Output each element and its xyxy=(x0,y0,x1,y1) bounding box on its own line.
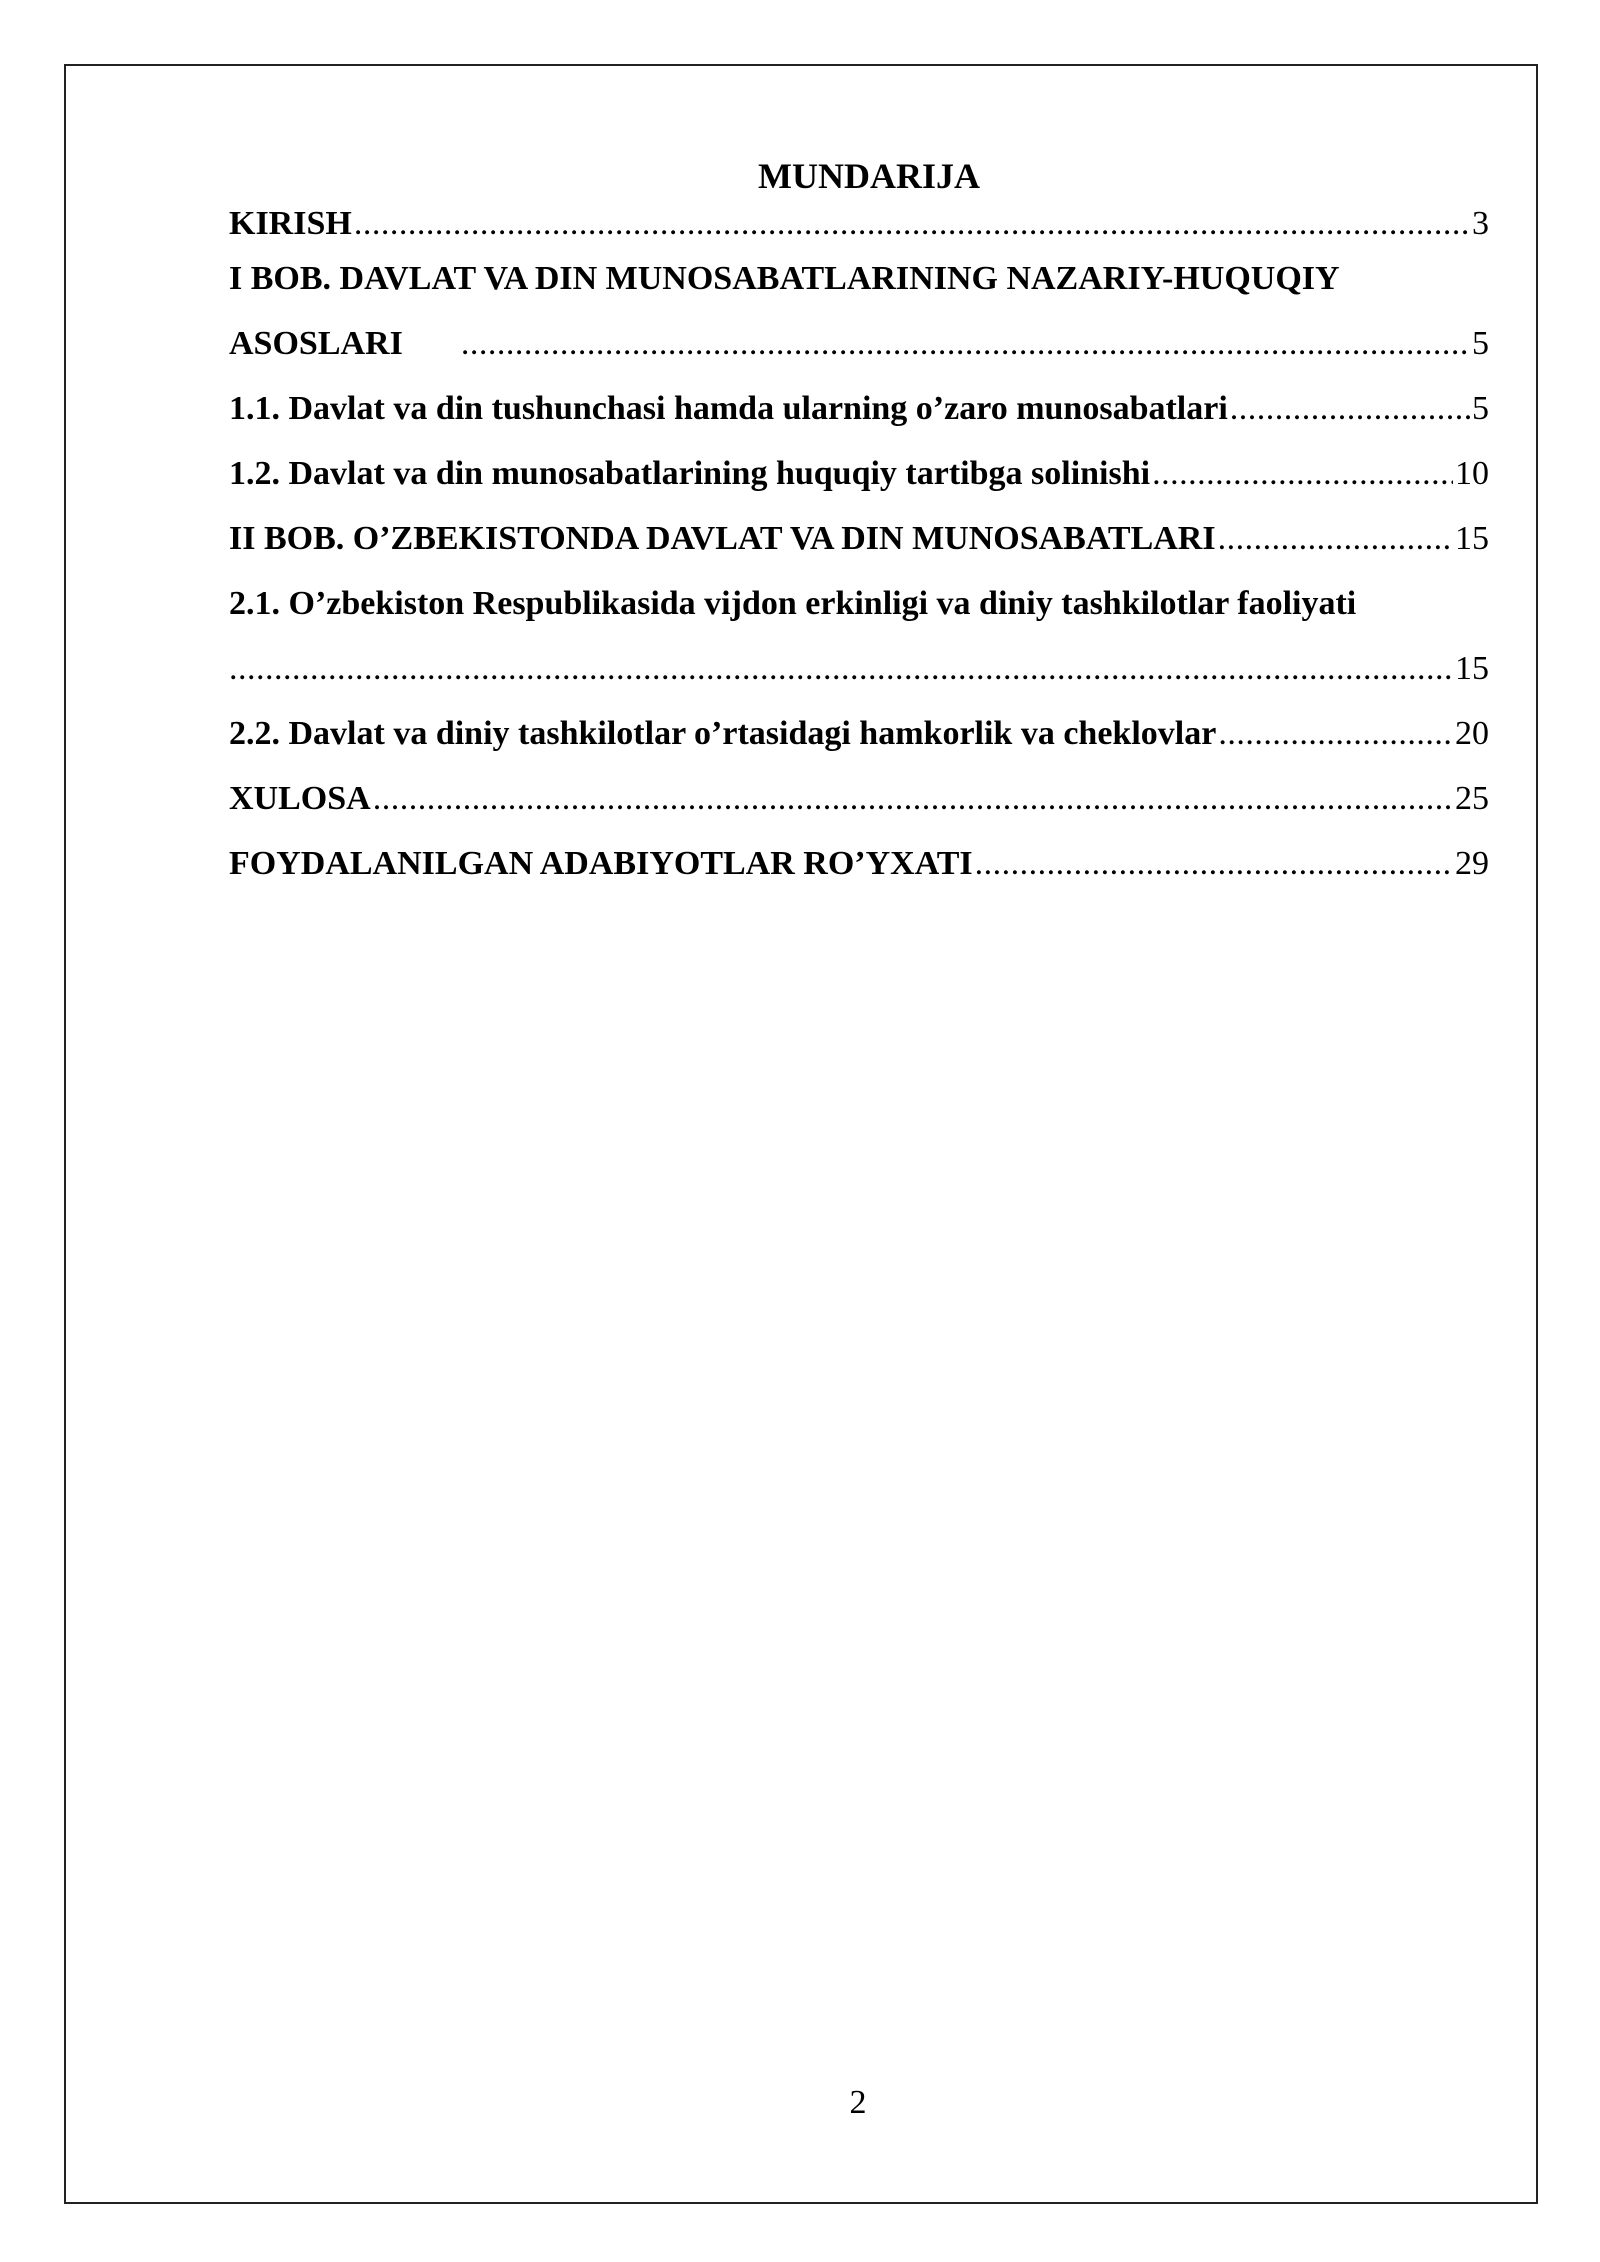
dot-leader xyxy=(1230,376,1470,441)
toc-entry-chapter-2[interactable] xyxy=(229,506,1489,571)
dot-leader xyxy=(1218,506,1453,571)
toc-entry-label: FOYDALANILGAN ADABIYOTLAR RO’YXATI xyxy=(229,845,973,882)
toc-entry-page: 3 xyxy=(1472,205,1489,242)
toc-entry-page: 29 xyxy=(1455,845,1489,882)
toc-entry-label: 1.2. Davlat va din munosabatlarining huquqiy tartibga solinishi xyxy=(229,455,1151,492)
dot-leader xyxy=(373,766,1453,831)
dot-leader xyxy=(229,636,1453,701)
toc-entry-label: 1.1. Davlat va din tushunchasi hamda ularning o’zaro munosabatlari xyxy=(229,390,1228,427)
toc-entry-chapter-1[interactable] xyxy=(229,246,1489,376)
toc-entry-page: 10 xyxy=(1455,455,1489,492)
toc-entry-bibliography[interactable] xyxy=(229,831,1489,896)
toc-entry-label: XULOSA xyxy=(229,780,371,817)
toc-entry-page: 5 xyxy=(1472,390,1489,427)
dot-leader xyxy=(461,311,1470,376)
dot-leader xyxy=(1218,701,1453,766)
toc-entry-2-1[interactable] xyxy=(229,571,1489,701)
toc-entry-xulosa[interactable] xyxy=(229,766,1489,831)
toc-entry-page: 25 xyxy=(1455,780,1489,817)
toc-entry-page: 15 xyxy=(1455,520,1489,557)
toc-entry-label: KIRISH xyxy=(229,205,352,242)
toc-entry-label-line2: ASOSLARI xyxy=(229,325,403,362)
toc-entry-2-2[interactable] xyxy=(229,701,1489,766)
toc-entry-label: II BOB. O’ZBEKISTONDA DAVLAT VA DIN MUNOSABATLARI xyxy=(229,520,1216,557)
toc-entry-page: 5 xyxy=(1472,325,1489,362)
table-of-contents xyxy=(229,150,1489,896)
toc-title: MUNDARIJA xyxy=(758,156,980,196)
toc-entry-kirish[interactable] xyxy=(229,202,1489,246)
toc-entry-1-2[interactable] xyxy=(229,441,1489,506)
toc-entry-page: 20 xyxy=(1455,715,1489,752)
toc-entry-label-line1: I BOB. DAVLAT VA DIN MUNOSABATLARINING NAZARIY-HUQUQIY xyxy=(229,260,1340,297)
toc-entry-page: 15 xyxy=(1455,650,1489,687)
page-number: 2 xyxy=(849,2084,867,2121)
toc-entry-1-1[interactable] xyxy=(229,376,1489,441)
toc-entry-label: 2.2. Davlat va diniy tashkilotlar o’rtasidagi hamkorlik va cheklovlar xyxy=(229,715,1217,752)
dot-leader xyxy=(975,831,1453,896)
dot-leader xyxy=(1152,441,1453,506)
toc-entry-label-line1: 2.1. O’zbekiston Respublikasida vijdon erkinligi va diniy tashkilotlar faoliyati xyxy=(229,585,1357,622)
dot-leader xyxy=(354,202,1470,246)
